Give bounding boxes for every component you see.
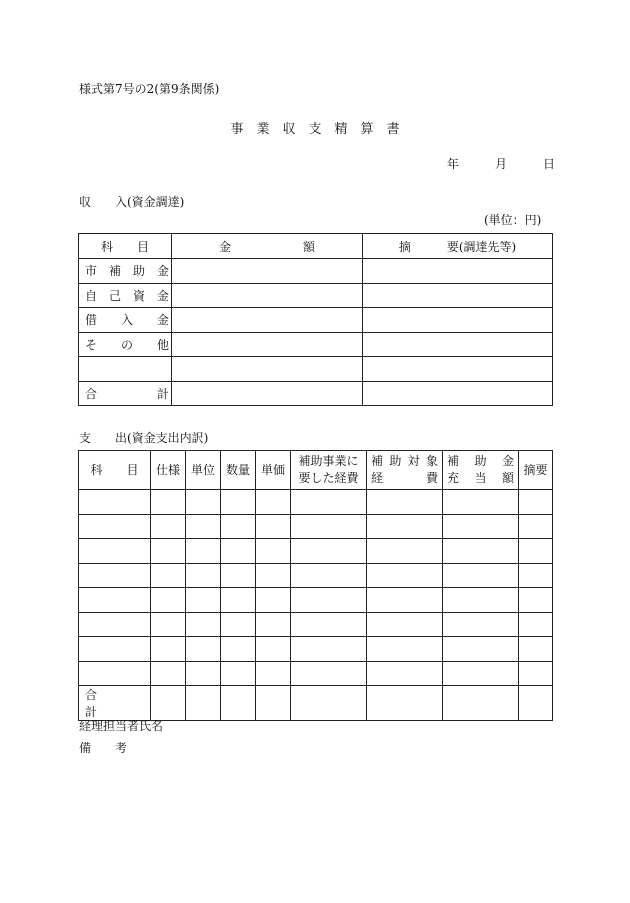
income-row-label: 自 己 資 金 bbox=[79, 283, 172, 308]
income-row bbox=[79, 357, 553, 382]
expense-cell[interactable] bbox=[79, 661, 151, 686]
income-row-label bbox=[79, 357, 172, 382]
expense-cell[interactable] bbox=[221, 637, 256, 662]
income-header-amount: 金 額 bbox=[172, 234, 363, 259]
expense-cell[interactable] bbox=[151, 588, 186, 613]
expense-header-eligible-cost bbox=[367, 451, 443, 490]
expense-row bbox=[79, 588, 553, 613]
expense-total-cell[interactable] bbox=[443, 686, 519, 721]
accountant-name-label: 経理担当者氏名 bbox=[79, 719, 164, 733]
expense-header-unit: 単位 bbox=[186, 451, 221, 490]
expense-cell[interactable] bbox=[519, 661, 553, 686]
income-header-row bbox=[79, 234, 553, 259]
expense-cell[interactable] bbox=[519, 588, 553, 613]
income-summary-cell[interactable] bbox=[363, 259, 553, 284]
header-char: 経 bbox=[371, 471, 384, 485]
expense-cell[interactable] bbox=[79, 612, 151, 637]
expense-cell[interactable] bbox=[256, 588, 291, 613]
expense-cell[interactable] bbox=[151, 661, 186, 686]
expense-cell[interactable] bbox=[291, 588, 367, 613]
expense-row bbox=[79, 563, 553, 588]
expense-cell[interactable] bbox=[443, 637, 519, 662]
expense-header-eligible-cost-line1 bbox=[371, 453, 438, 470]
expense-cell[interactable] bbox=[221, 514, 256, 539]
expense-cell[interactable] bbox=[443, 514, 519, 539]
expense-cell[interactable] bbox=[291, 490, 367, 515]
expense-cell[interactable] bbox=[79, 514, 151, 539]
expense-header-eligible-cost-line2 bbox=[371, 470, 438, 487]
income-heading: 収 入(資金調達) bbox=[79, 195, 185, 209]
header-char: 当 bbox=[474, 471, 487, 485]
expense-row bbox=[79, 661, 553, 686]
date-line: 年 月 日 bbox=[447, 157, 556, 171]
expense-cell[interactable] bbox=[443, 588, 519, 613]
expense-cell[interactable] bbox=[79, 588, 151, 613]
expense-cell[interactable] bbox=[186, 490, 221, 515]
expense-total-cell[interactable] bbox=[291, 686, 367, 721]
expense-cell[interactable] bbox=[367, 588, 443, 613]
remarks-label: 備 考 bbox=[79, 741, 128, 755]
expense-header-item: 科 目 bbox=[79, 451, 151, 490]
expense-cell[interactable] bbox=[221, 661, 256, 686]
expense-total-row bbox=[79, 686, 553, 721]
income-summary-cell[interactable] bbox=[363, 283, 553, 308]
expense-header-spec: 仕様 bbox=[151, 451, 186, 490]
income-header-summary: 摘 要(調達先等) bbox=[363, 234, 553, 259]
expense-cell[interactable] bbox=[443, 661, 519, 686]
expense-cell[interactable] bbox=[221, 612, 256, 637]
income-row bbox=[79, 332, 553, 357]
income-row bbox=[79, 308, 553, 333]
expense-total-cell[interactable] bbox=[256, 686, 291, 721]
expense-row bbox=[79, 514, 553, 539]
expense-header-project-cost-line1: 補助事業に bbox=[298, 454, 359, 468]
expense-cell[interactable] bbox=[256, 539, 291, 564]
expense-cell[interactable] bbox=[79, 539, 151, 564]
expense-cell[interactable] bbox=[443, 490, 519, 515]
income-summary-cell[interactable] bbox=[363, 308, 553, 333]
expense-header-subsidy-allocation-line2 bbox=[447, 470, 514, 487]
expense-cell[interactable] bbox=[256, 514, 291, 539]
income-row-label: そ の 他 bbox=[79, 332, 172, 357]
expense-cell[interactable] bbox=[186, 563, 221, 588]
expense-row bbox=[79, 612, 553, 637]
expense-heading: 支 出(資金支出内訳) bbox=[79, 431, 209, 445]
expense-cell[interactable] bbox=[79, 563, 151, 588]
income-amount-cell[interactable] bbox=[172, 357, 363, 382]
income-row-label: 市 補 助 金 bbox=[79, 259, 172, 284]
expense-cell[interactable] bbox=[256, 612, 291, 637]
expense-header-subsidy-allocation-line1 bbox=[447, 453, 514, 470]
expense-header-row bbox=[79, 451, 553, 490]
expense-cell[interactable] bbox=[221, 588, 256, 613]
expense-cell[interactable] bbox=[256, 490, 291, 515]
form-number: 様式第7号の2(第9条関係) bbox=[79, 82, 220, 96]
expense-cell[interactable] bbox=[291, 637, 367, 662]
expense-cell[interactable] bbox=[367, 637, 443, 662]
header-char: 額 bbox=[501, 471, 514, 485]
expense-cell[interactable] bbox=[186, 612, 221, 637]
expense-header-subsidy-allocation bbox=[443, 451, 519, 490]
expense-cell[interactable] bbox=[519, 637, 553, 662]
expense-header-unit-price: 単価 bbox=[256, 451, 291, 490]
expense-cell[interactable] bbox=[367, 563, 443, 588]
expense-total-cell[interactable] bbox=[519, 686, 553, 721]
income-row bbox=[79, 283, 553, 308]
expense-row bbox=[79, 637, 553, 662]
income-row-label: 借 入 金 bbox=[79, 308, 172, 333]
expense-cell[interactable] bbox=[256, 661, 291, 686]
header-char: 助 bbox=[389, 454, 402, 468]
income-total-amount-cell[interactable] bbox=[172, 381, 363, 406]
header-char: 金 bbox=[501, 454, 514, 468]
expense-cell[interactable] bbox=[79, 490, 151, 515]
header-char: 補 bbox=[447, 454, 460, 468]
income-row bbox=[79, 259, 553, 284]
expense-cell[interactable] bbox=[186, 588, 221, 613]
expense-total-cell[interactable] bbox=[186, 686, 221, 721]
header-char: 補 bbox=[371, 454, 384, 468]
income-total-label: 合 計 bbox=[79, 381, 172, 406]
expense-row bbox=[79, 490, 553, 515]
expense-cell[interactable] bbox=[256, 563, 291, 588]
expense-cell[interactable] bbox=[367, 661, 443, 686]
expense-cell[interactable] bbox=[151, 612, 186, 637]
expense-cell[interactable] bbox=[443, 539, 519, 564]
expense-cell[interactable] bbox=[519, 490, 553, 515]
expense-table bbox=[78, 450, 553, 721]
expense-cell[interactable] bbox=[186, 539, 221, 564]
expense-cell[interactable] bbox=[151, 490, 186, 515]
expense-cell[interactable] bbox=[291, 514, 367, 539]
document-title: 事 業 収 支 精 算 書 bbox=[230, 122, 400, 137]
expense-cell[interactable] bbox=[291, 612, 367, 637]
expense-cell[interactable] bbox=[443, 563, 519, 588]
income-total-summary-cell[interactable] bbox=[363, 381, 553, 406]
expense-total-cell[interactable] bbox=[151, 686, 186, 721]
header-char: 充 bbox=[447, 471, 460, 485]
expense-cell[interactable] bbox=[291, 539, 367, 564]
expense-cell[interactable] bbox=[519, 563, 553, 588]
expense-cell[interactable] bbox=[519, 514, 553, 539]
expense-cell[interactable] bbox=[519, 612, 553, 637]
expense-cell[interactable] bbox=[221, 490, 256, 515]
expense-cell[interactable] bbox=[367, 612, 443, 637]
income-summary-cell[interactable] bbox=[363, 332, 553, 357]
expense-cell[interactable] bbox=[151, 514, 186, 539]
expense-header-summary: 摘要 bbox=[519, 451, 553, 490]
income-amount-cell[interactable] bbox=[172, 259, 363, 284]
expense-cell[interactable] bbox=[519, 539, 553, 564]
unit-note: (単位：円) bbox=[484, 213, 542, 227]
expense-total-cell[interactable] bbox=[367, 686, 443, 721]
expense-cell[interactable] bbox=[367, 539, 443, 564]
expense-header-quantity: 数量 bbox=[221, 451, 256, 490]
expense-cell[interactable] bbox=[221, 563, 256, 588]
expense-body bbox=[79, 490, 553, 686]
expense-cell[interactable] bbox=[151, 539, 186, 564]
expense-cell[interactable] bbox=[367, 514, 443, 539]
header-char: 費 bbox=[425, 471, 438, 485]
header-char: 対 bbox=[407, 454, 420, 468]
expense-cell[interactable] bbox=[291, 661, 367, 686]
income-total-row bbox=[79, 381, 553, 406]
expense-cell[interactable] bbox=[151, 563, 186, 588]
expense-cell[interactable] bbox=[367, 490, 443, 515]
header-char: 助 bbox=[474, 454, 487, 468]
expense-cell[interactable] bbox=[186, 661, 221, 686]
income-amount-cell[interactable] bbox=[172, 308, 363, 333]
expense-cell[interactable] bbox=[256, 637, 291, 662]
expense-header-project-cost-line2: 要した経費 bbox=[298, 471, 359, 485]
expense-total-cell[interactable] bbox=[221, 686, 256, 721]
expense-header-project-cost bbox=[291, 451, 367, 490]
expense-cell[interactable] bbox=[79, 637, 151, 662]
expense-total-label: 合 計 bbox=[79, 686, 151, 721]
income-amount-cell[interactable] bbox=[172, 332, 363, 357]
expense-cell[interactable] bbox=[221, 539, 256, 564]
income-header-item: 科 目 bbox=[79, 234, 172, 259]
expense-cell[interactable] bbox=[443, 612, 519, 637]
expense-cell[interactable] bbox=[151, 637, 186, 662]
income-table bbox=[78, 233, 553, 406]
expense-row bbox=[79, 539, 553, 564]
income-summary-cell[interactable] bbox=[363, 357, 553, 382]
expense-cell[interactable] bbox=[186, 637, 221, 662]
expense-cell[interactable] bbox=[291, 563, 367, 588]
header-char: 象 bbox=[425, 454, 438, 468]
expense-cell[interactable] bbox=[186, 514, 221, 539]
income-amount-cell[interactable] bbox=[172, 283, 363, 308]
